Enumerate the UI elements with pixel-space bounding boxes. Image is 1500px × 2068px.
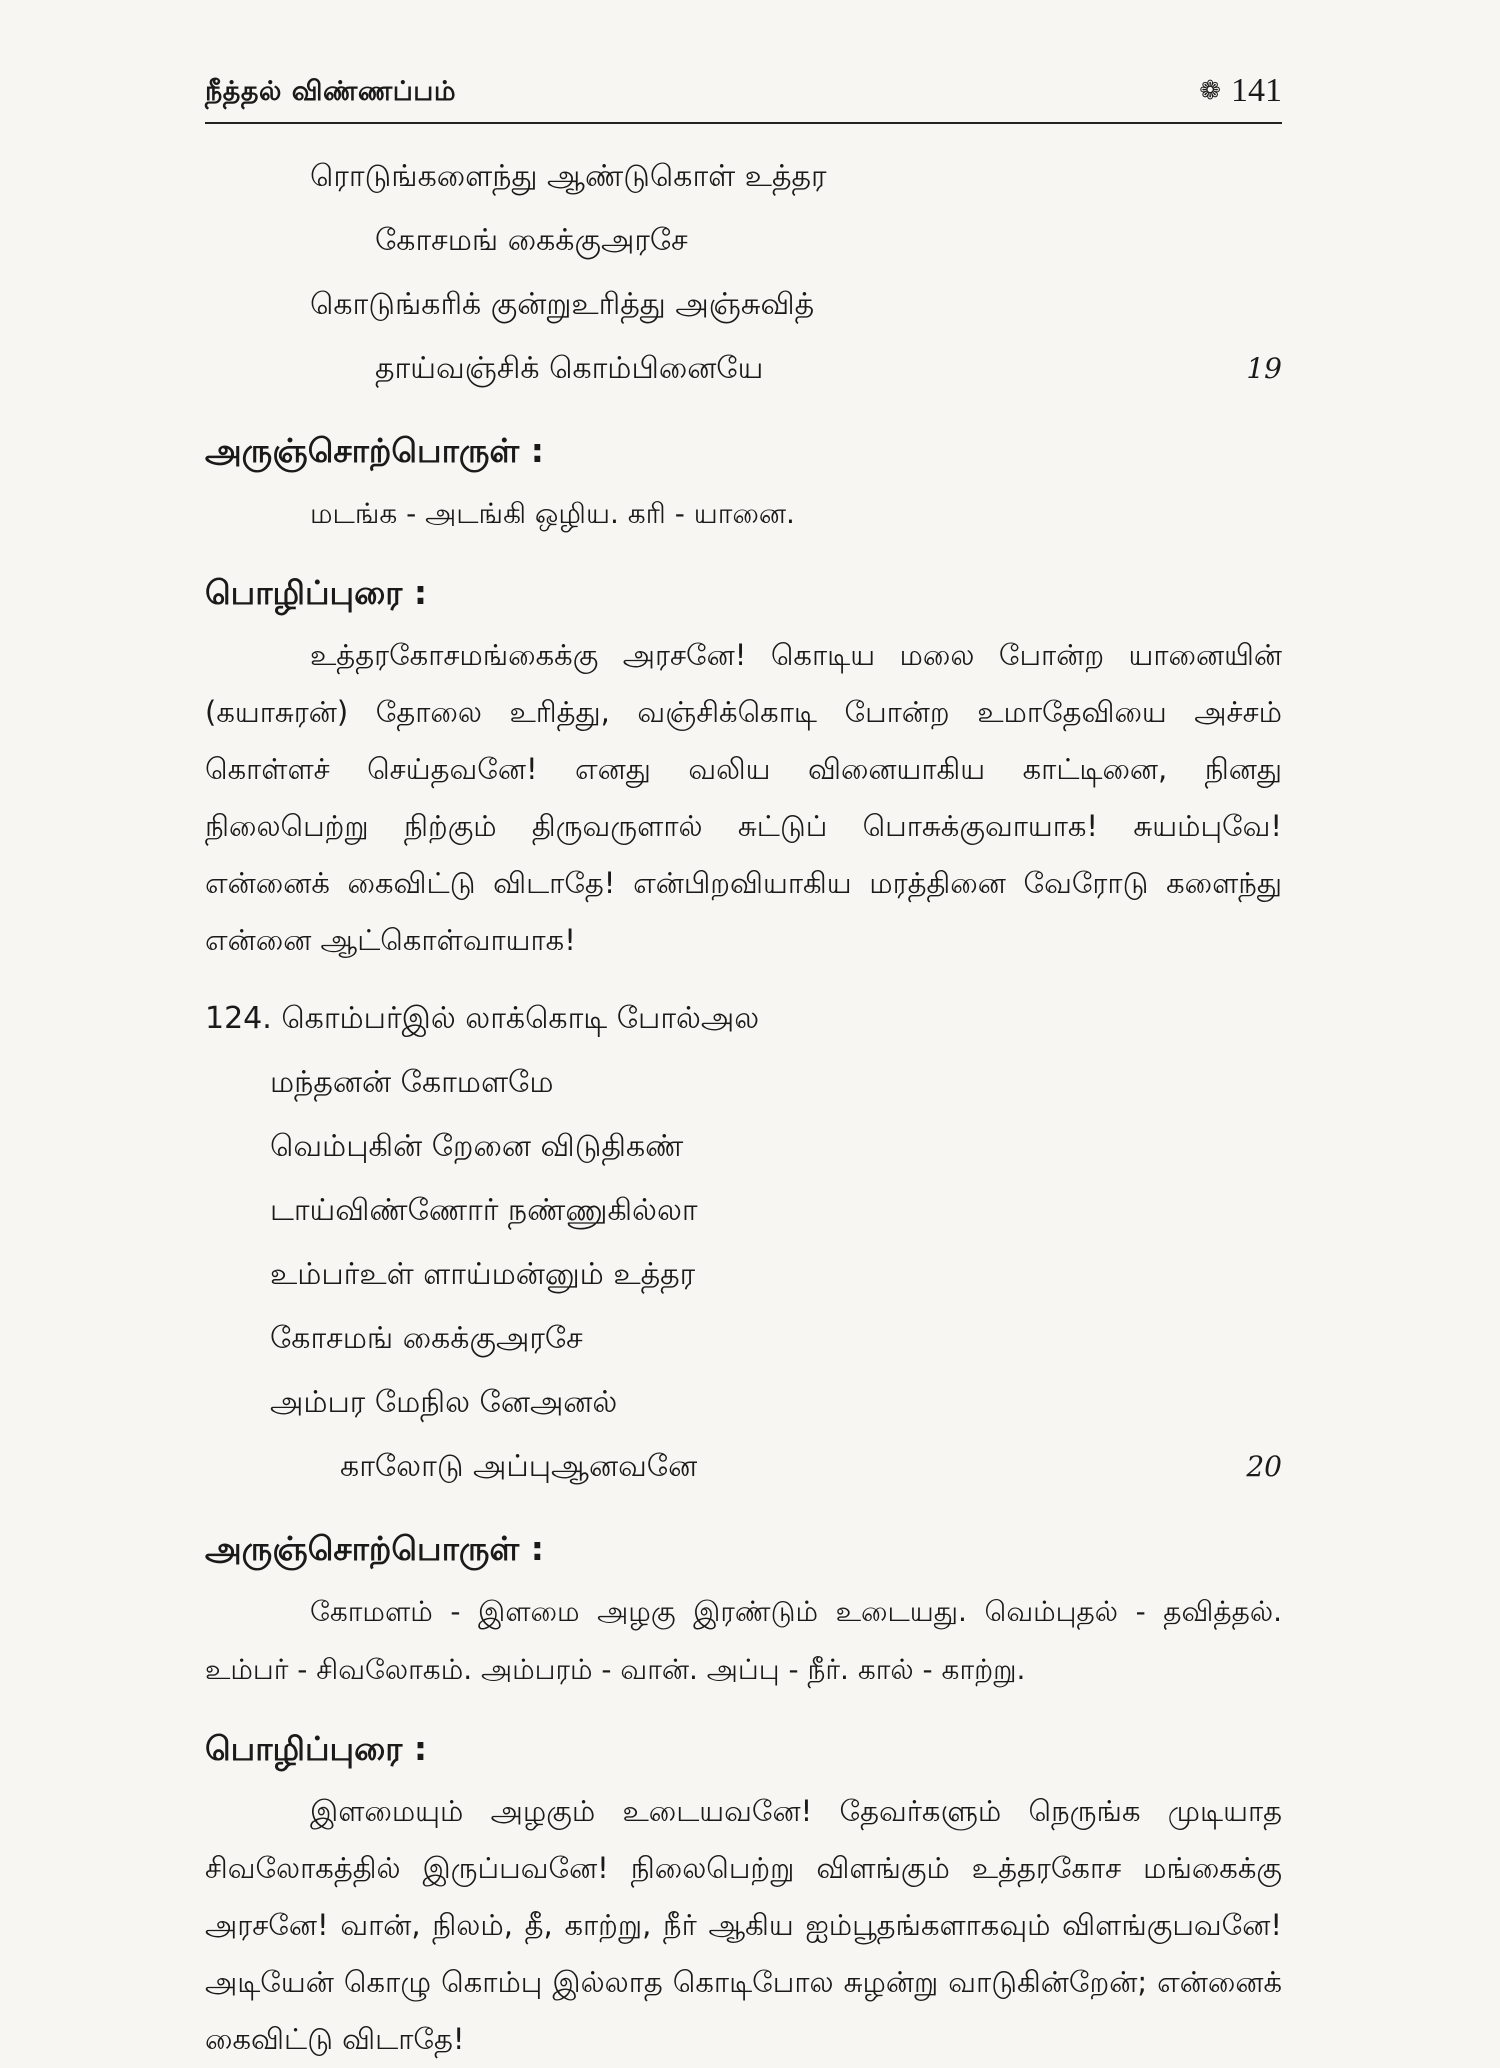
gloss-heading: அருஞ்சொற்பொருள் :	[205, 1529, 544, 1568]
commentary-paragraph: உத்தரகோசமங்கைக்கு அரசனே! கொடிய மலை போன்ற யானையின் (கயாசுரன்) தோலை உரித்து, வஞ்சிக்கொடி போன்ற உமாதேவியை அச்சம் கொள்ளச் செய்தவனே! எனது வலிய வினையாகிய காட்டினை, நினது நிலைபெற்று நிற்கும் திருவருளால் சுட்டுப் பொசுக்குவாயாக! சுயம்புவே! என்னைக் கைவிட்டு விடாதே! என்பிறவியாகிய மரத்தினை வேரோடு களைந்து என்னை ஆட்கொள்வாயாக!	[205, 638, 1282, 957]
verse-19	[205, 145, 1282, 401]
word-gloss: கோமளம் - இளமை அழகு இரண்டும் உடையது. வெம்புதல் - தவித்தல். உம்பர் - சிவலோகம். அம்பரம் - வான். அப்பு - நீர். கால் - காற்று.	[205, 1595, 1282, 1686]
page-body	[205, 145, 1282, 2068]
page-header	[205, 72, 1282, 124]
verse-line	[205, 1435, 1282, 1499]
verse-line: கொடுங்கரிக் குன்றுஉரித்து அஞ்சுவித்	[310, 287, 815, 322]
commentary-heading: பொழிப்புரை :	[205, 573, 428, 612]
verse-line	[205, 337, 1282, 401]
verse-line-text: தாய்வஞ்சிக் கொம்பினையே	[375, 351, 764, 386]
verse-line: கோசமங் கைக்குஅரசே	[375, 223, 688, 258]
flower-ornament-icon: ❁	[1199, 76, 1221, 106]
page-number: 141	[1231, 72, 1282, 109]
commentary-heading: பொழிப்புரை :	[205, 1729, 428, 1768]
verse-line: டாய்விண்ணோர் நண்ணுகில்லா	[270, 1193, 698, 1228]
verse-124	[205, 987, 1282, 1499]
commentary-paragraph: இளமையும் அழகும் உடையவனே! தேவர்களும் நெருங்க முடியாத சிவலோகத்தில் இருப்பவனே! நிலைபெற்று விளங்கும் உத்தரகோச மங்கைக்கு அரசனே! வான், நிலம், தீ, காற்று, நீர் ஆகிய ஐம்பூதங்களாகவும் விளங்குபவனே! அடியேன் கொழு கொம்பு இல்லாத கொடிபோல சுழன்று வாடுகின்றேன்; என்னைக் கைவிட்டு விடாதே!	[205, 1794, 1282, 2056]
verse-line: உம்பர்உள் ளாய்மன்னும் உத்தர	[270, 1257, 696, 1292]
verse-number: 20	[1246, 1450, 1282, 1483]
verse-line: கோசமங் கைக்குஅரசே	[270, 1321, 583, 1356]
running-title: நீத்தல் விண்ணப்பம்	[205, 76, 457, 107]
word-gloss: மடங்க - அடங்கி ஒழிய. கரி - யானை.	[310, 497, 795, 530]
header-right	[1199, 72, 1282, 110]
verse-line-text: காலோடு அப்புஆனவனே	[340, 1449, 698, 1484]
verse-number: 19	[1246, 352, 1282, 385]
verse-line: அம்பர மேநில னேஅனல்	[270, 1385, 618, 1420]
verse-line: மந்தனன் கோமளமே	[270, 1065, 554, 1100]
gloss-heading: அருஞ்சொற்பொருள் :	[205, 431, 544, 470]
verse-line: வெம்புகின் றேனை விடுதிகண்	[270, 1129, 684, 1164]
verse-line: ரொடுங்களைந்து ஆண்டுகொள் உத்தர	[310, 159, 827, 194]
verse-line: 124. கொம்பர்இல் லாக்கொடி போல்அல	[205, 1001, 760, 1036]
